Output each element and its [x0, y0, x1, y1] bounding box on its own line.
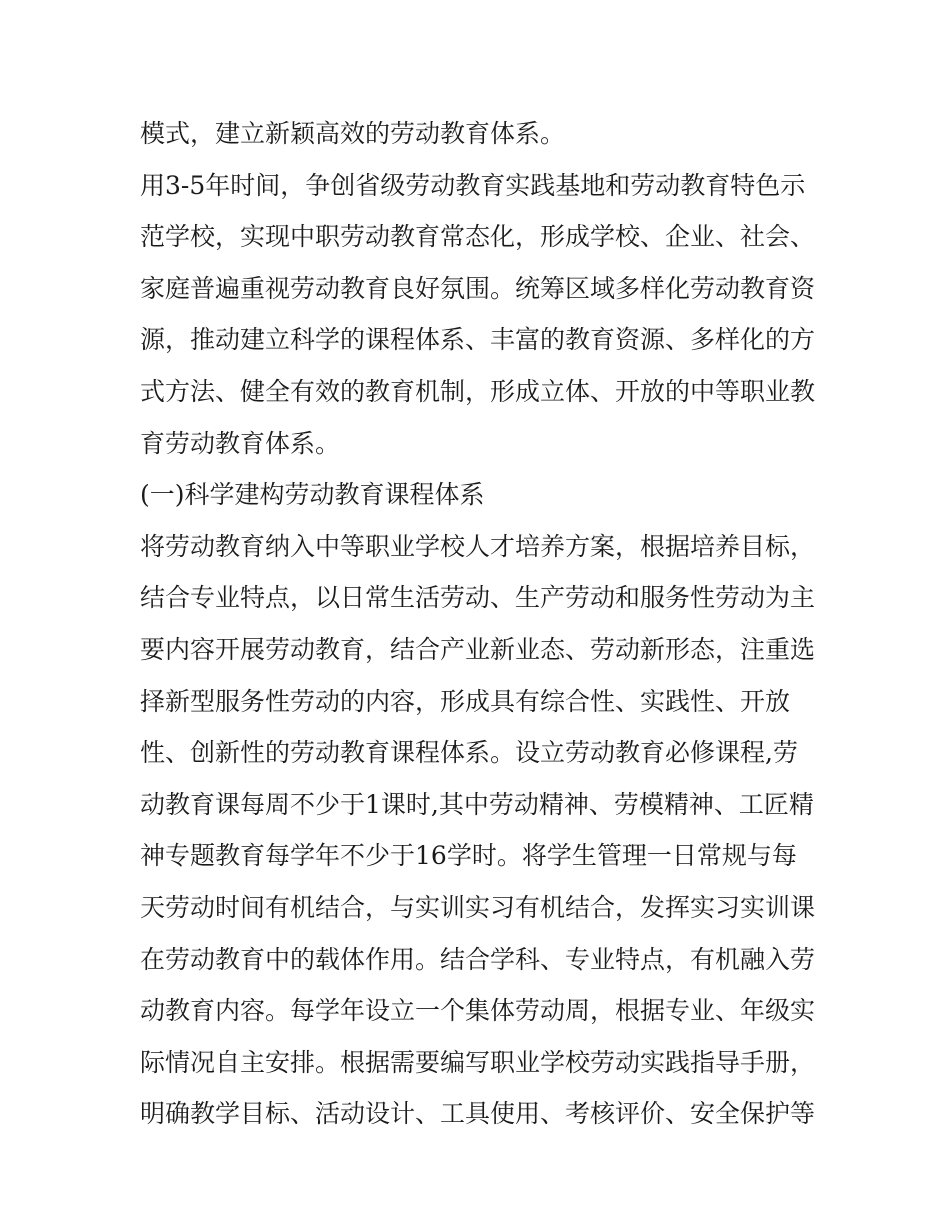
section-heading: (一)科学建构劳动教育课程体系	[140, 480, 485, 510]
text-line: 在劳动教育中的载体作用。结合学科、专业特点，有机融入劳	[140, 944, 816, 974]
body-text	[140, 108, 820, 1140]
text-line: 神专题教育每学年不少于16学时。将学生管理一日常规与每	[140, 841, 797, 871]
text-line: 用3-5年时间，争创省级劳动教育实践基地和劳动教育特色示	[140, 170, 806, 200]
text-line: 择新型服务性劳动的内容，形成具有综合性、实践性、开放	[140, 686, 791, 716]
text-line: 要内容开展劳动教育，结合产业新业态、劳动新形态，注重选	[140, 634, 816, 664]
text-line: 家庭普遍重视劳动教育良好氛围。统筹区域多样化劳动教育资	[140, 273, 816, 303]
text-line: 动教育内容。每学年设立一个集体劳动周，根据专业、年级实	[140, 996, 816, 1026]
text-line: 式方法、健全有效的教育机制，形成立体、开放的中等职业教	[140, 376, 816, 406]
text-line: 际情况自主安排。根据需要编写职业学校劳动实践指导手册，	[140, 1047, 816, 1077]
text-line: 天劳动时间有机结合，与实训实习有机结合，发挥实习实训课	[140, 892, 816, 922]
text-line: 育劳动教育体系。	[140, 428, 341, 458]
text-line: 将劳动教育纳入中等职业学校人才培养方案，根据培养目标，	[140, 531, 816, 561]
text-line: 动教育课每周不少于1课时,其中劳动精神、劳模精神、工匠精	[140, 789, 814, 819]
text-line: 明确教学目标、活动设计、工具使用、考核评价、安全保护等	[140, 1099, 816, 1129]
text-line: 性、创新性的劳动教育课程体系。设立劳动教育必修课程,劳	[140, 738, 798, 768]
text-line: 源，推动建立科学的课程体系、丰富的教育资源、多样化的方	[140, 325, 816, 355]
text-line: 模式，建立新颖高效的劳动教育体系。	[140, 119, 566, 148]
text-line: 结合专业特点，以日常生活劳动、生产劳动和服务性劳动为主	[140, 583, 816, 613]
text-line: 范学校，实现中职劳动教育常态化，形成学校、企业、社会、	[140, 222, 816, 252]
